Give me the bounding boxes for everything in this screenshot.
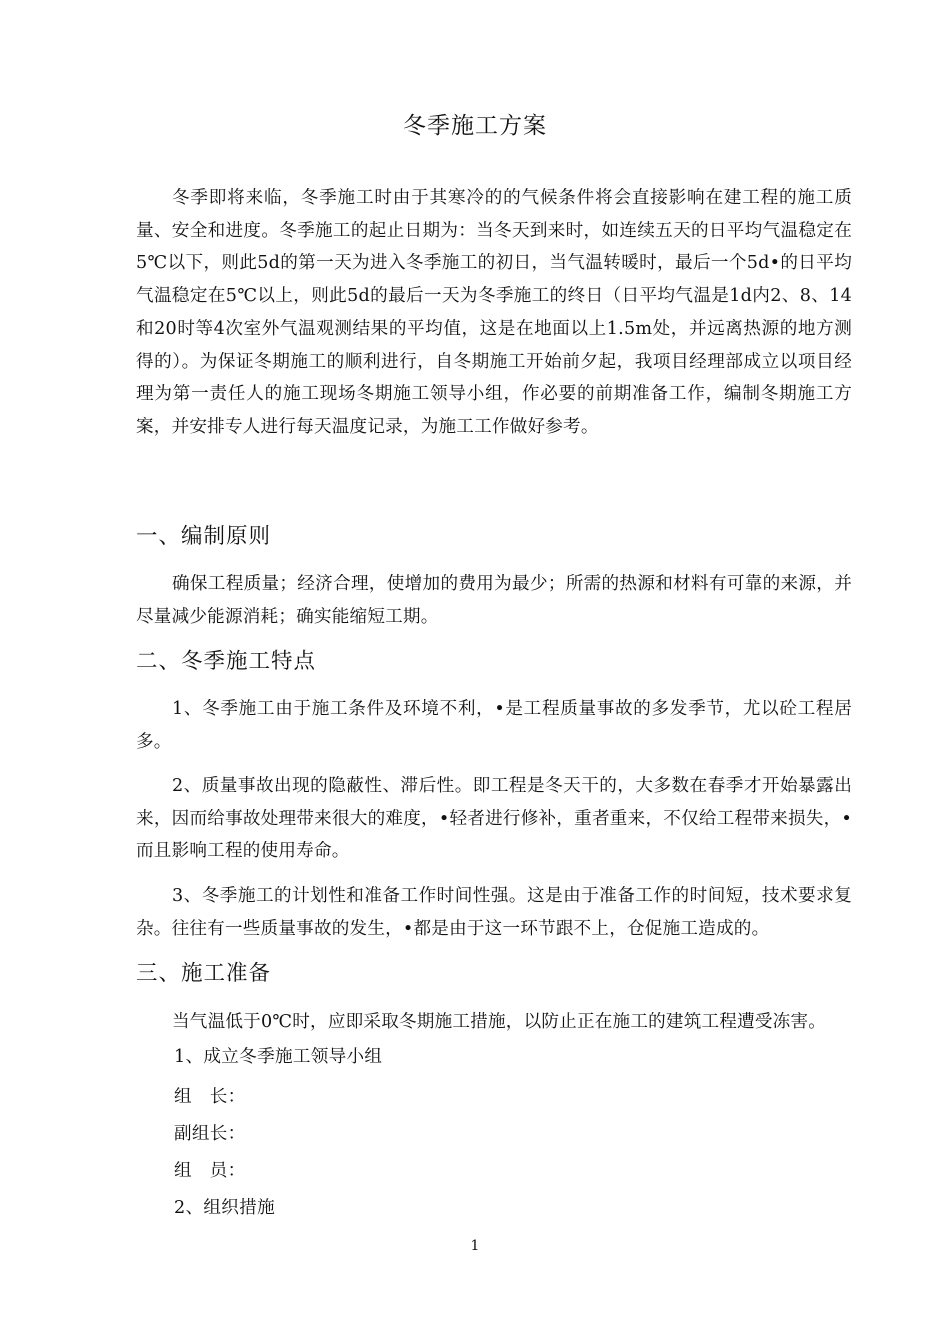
- intro-paragraph: 冬季即将来临，冬季施工时由于其寒冷的的气候条件将会直接影响在建工程的施工质量、安全和进度。冬季施工的起止日期为：当冬天到来时，如连续五天的日平均气温稳定在5℃以下，则此5d的第一天为进入冬季施工的初日，当气温转暖时，最后一个5d•的日平均气温稳定在5℃以上，则此5d的最后一天为冬季施工的终日（日平均气温是1d内2、8、14和20时等4次室外气温观测结果的平均值，这是在地面以上1.5m处，并远离热源的地方测得的）。为保证冬期施工的顺利进行，自冬期施工开始前夕起，我项目经理部成立以项目经理为第一责任人的施工现场冬期施工领导小组，作必要的前期准备工作，编制冬期施工方案，并安排专人进行每天温度记录，为施工工作做好参考。: [136, 188, 852, 437]
- section-heading-features: 二、冬季施工特点: [136, 649, 317, 674]
- feature-item-3: 3、冬季施工的计划性和准备工作时间性强。这是由于准备工作的时间短，技术要求复杂。往往有一些质量事故的发生，•都是由于这一环节跟不上，仓促施工造成的。: [136, 886, 852, 939]
- group-member-line: 组 员：: [174, 1161, 246, 1181]
- feature-item-2: 2、质量事故出现的隐蔽性、滞后性。即工程是冬天干的，大多数在春季才开始暴露出来，因而给事故处理带来很大的难度，•轻者进行修补，重者重来，不仅给工程带来损失，•而且影响工程的使用寿命。: [136, 776, 852, 862]
- leadership-group-line: 1、成立冬季施工领导小组: [174, 1047, 383, 1067]
- organization-measures-line: 2、组织措施: [174, 1198, 275, 1218]
- section-heading-principles: 一、编制原则: [136, 524, 272, 549]
- page-number: 1: [470, 1238, 480, 1254]
- principles-paragraph: 确保工程质量；经济合理，使增加的费用为最少；所需的热源和材料有可靠的来源，并尽量减少能源消耗；确实能缩短工期。: [136, 574, 852, 627]
- feature-item-1: 1、冬季施工由于施工条件及环境不利，•是工程质量事故的多发季节，尤以砼工程居多。: [136, 699, 852, 752]
- group-leader-line: 组 长：: [174, 1087, 246, 1107]
- document-title: 冬季施工方案: [403, 113, 547, 139]
- deputy-leader-line: 副组长：: [174, 1124, 246, 1144]
- section-heading-preparation: 三、施工准备: [136, 961, 272, 986]
- preparation-paragraph: 当气温低于0℃时，应即采取冬期施工措施，以防止正在施工的建筑工程遭受冻害。: [172, 1012, 827, 1032]
